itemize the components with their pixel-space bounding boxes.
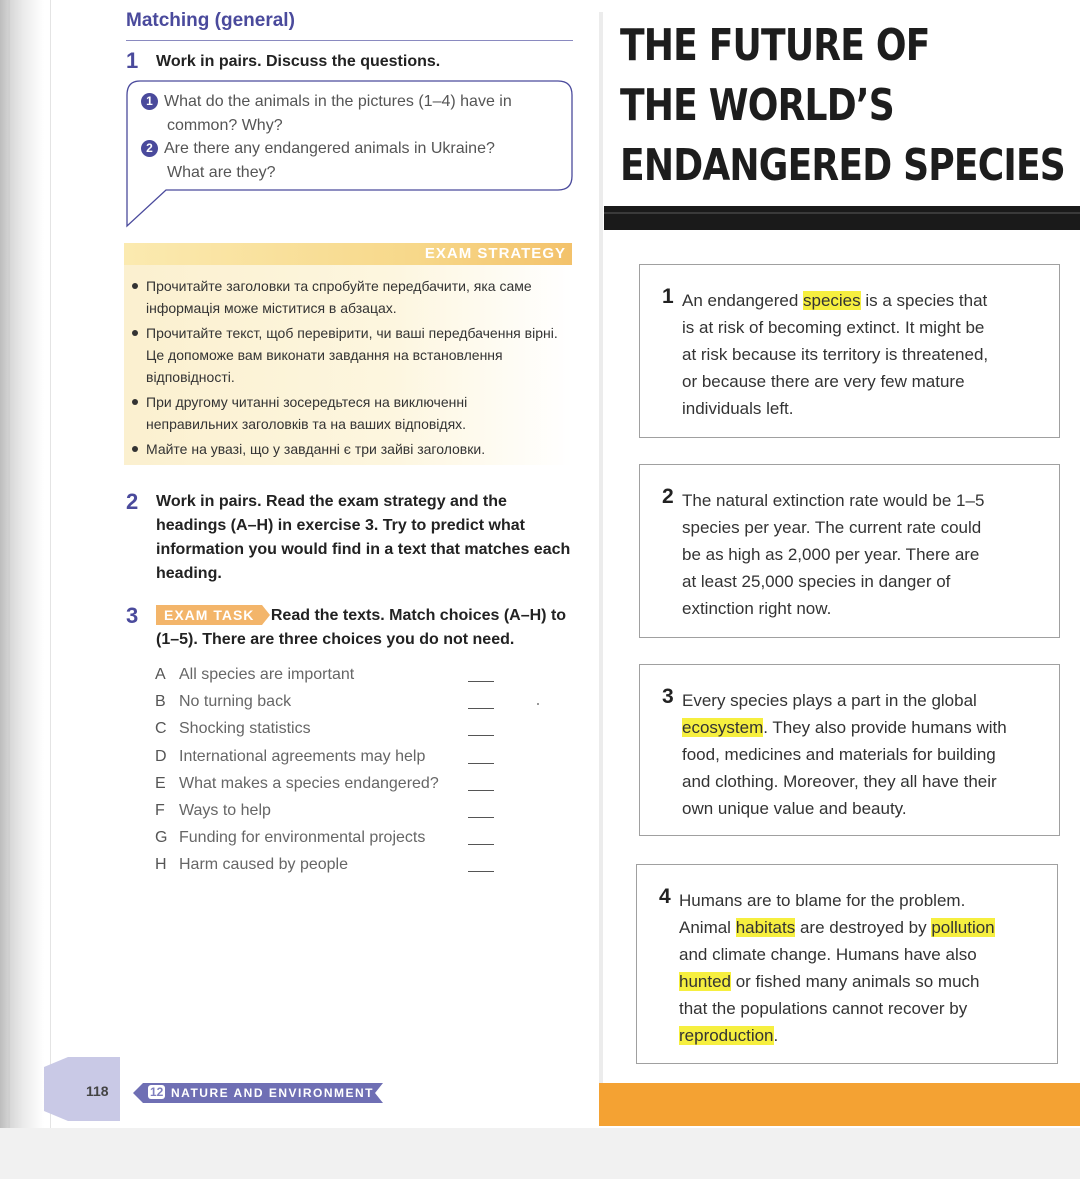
question-text: Are there any endangered animals in Ukraine? <box>164 140 495 157</box>
choice-item <box>155 663 505 690</box>
highlighted-word: hunted <box>679 972 731 991</box>
article-paragraph-box <box>636 864 1058 1064</box>
choice-letter: D <box>155 747 167 765</box>
choice-text: Funding for environmental projects <box>179 829 426 847</box>
text-segment: that the populations cannot recover by <box>679 999 968 1018</box>
strategy-item: Майте на увазі, що у завданні є три зайві заголовки. <box>132 438 562 460</box>
paragraph-line <box>682 395 988 422</box>
paragraph-line <box>682 741 1007 768</box>
paragraph-text <box>679 887 995 1049</box>
paragraph-line <box>679 941 995 968</box>
choice-text: International agreements may help <box>179 747 426 765</box>
page-number: 118 <box>86 1083 109 1099</box>
paragraph-line <box>682 687 1007 714</box>
text-segment: An endangered <box>682 291 803 310</box>
paragraph-line <box>682 487 984 514</box>
answer-blank[interactable] <box>468 681 494 682</box>
section-title: Matching (general) <box>126 10 295 31</box>
answer-blank[interactable] <box>468 844 494 845</box>
exercise-2 <box>126 490 576 586</box>
exercise-number: 1 <box>126 48 139 73</box>
text-segment: and climate change. Humans have also <box>679 945 977 964</box>
exercise-3 <box>126 604 576 652</box>
exercise-2-instruction: Work in pairs. Read the exam strategy and the headings (A–H) in exercise 3. Try to predict what information you would find in a text that matches each heading. <box>156 493 571 582</box>
choice-letter: H <box>155 856 167 874</box>
strategy-item: Прочитайте текст, щоб перевірити, чи ваші передбачення вірні. Це допоможе вам виконати завдання на встановлення відповідності. <box>132 322 562 388</box>
choice-item <box>155 853 505 880</box>
choice-letter: E <box>155 774 166 792</box>
choices-list <box>155 663 505 881</box>
answer-blank[interactable] <box>468 871 494 872</box>
choice-text: All species are important <box>179 666 355 683</box>
answer-blank[interactable] <box>468 735 494 736</box>
paragraph-line <box>679 968 995 995</box>
highlighted-word: reproduction <box>679 1026 774 1045</box>
paragraph-text <box>682 287 988 422</box>
exam-strategy-header <box>124 243 572 265</box>
paragraph-line <box>679 995 995 1022</box>
exam-task-badge: EXAM TASK <box>156 605 262 625</box>
question-text: common? Why? <box>167 117 283 134</box>
text-segment: food, medicines and materials for building <box>682 745 996 764</box>
article-headline-line: THE FUTURE OF <box>620 20 930 71</box>
paragraph-line <box>682 714 1007 741</box>
stray-mark <box>537 703 539 705</box>
question-text: What are they? <box>167 164 276 181</box>
text-segment: species per year. The current rate could <box>682 518 982 537</box>
choice-item <box>155 745 505 772</box>
article-paragraph-box <box>639 464 1060 638</box>
article-panel-edge <box>599 12 603 1126</box>
choice-text: What makes a species endangered? <box>179 774 439 792</box>
text-segment: at least 25,000 species in danger of <box>682 572 951 591</box>
highlighted-word: habitats <box>735 918 796 937</box>
text-segment: Animal <box>679 918 736 937</box>
text-segment: is at risk of becoming extinct. It might be <box>682 318 985 337</box>
paragraph-number: 2 <box>662 485 674 508</box>
article-paragraph-box <box>639 664 1060 836</box>
strategy-list <box>132 275 562 463</box>
question-text: What do the animals in the pictures (1–4) have in <box>164 93 512 110</box>
spine-line <box>8 0 10 1128</box>
paragraph-number: 3 <box>662 685 674 708</box>
exercise-number: 3 <box>126 603 139 628</box>
text-segment: Every species plays a part in the global <box>682 691 977 710</box>
headline-bar <box>604 206 1080 230</box>
choice-item <box>155 717 505 744</box>
strategy-item: При другому читанні зосередьтеся на виключенні неправильних заголовків та на ваших відповідях. <box>132 391 562 435</box>
choice-text: Shocking statistics <box>179 720 311 738</box>
paragraph-line <box>682 341 988 368</box>
answer-blank[interactable] <box>468 790 494 791</box>
paragraph-line <box>679 887 995 914</box>
paragraph-line <box>682 368 988 395</box>
choice-text: Harm caused by people <box>179 856 348 874</box>
strategy-item: Прочитайте заголовки та спробуйте передбачити, яка саме інформація може міститися в абзацах. <box>132 275 562 319</box>
paragraph-line <box>682 595 984 622</box>
choice-letter: A <box>155 666 166 683</box>
question-1 <box>141 90 541 138</box>
choice-item <box>155 826 505 853</box>
exercise-1 <box>126 48 440 74</box>
text-segment: or fished many animals so much <box>731 972 980 991</box>
text-segment: extinction right now. <box>682 599 832 618</box>
paragraph-line <box>682 795 1007 822</box>
highlighted-word: pollution <box>931 918 995 937</box>
paragraph-line <box>682 514 984 541</box>
paragraph-line <box>682 568 984 595</box>
paragraph-line <box>682 314 988 341</box>
answer-blank[interactable] <box>468 817 494 818</box>
text-segment: are destroyed by <box>795 918 932 937</box>
text-segment: and clothing. Moreover, they all have their <box>682 772 997 791</box>
choice-letter: B <box>155 693 166 711</box>
choice-item <box>155 772 505 799</box>
paragraph-line <box>679 914 995 941</box>
choice-text: Ways to help <box>179 801 271 819</box>
text-segment: is a species that <box>860 291 988 310</box>
exercise-number: 2 <box>126 489 139 514</box>
paragraph-line <box>682 287 988 314</box>
question-2 <box>141 137 541 185</box>
orange-footer-bar <box>599 1083 1080 1126</box>
question-number-badge: 1 <box>141 93 158 110</box>
text-segment: be as high as 2,000 per year. There are <box>682 545 980 564</box>
paragraph-text <box>682 487 984 622</box>
text-segment: at risk because its territory is threatened, <box>682 345 989 364</box>
choice-text: No turning back <box>179 693 292 711</box>
paragraph-number: 4 <box>659 885 671 908</box>
article-headline-line: ENDANGERED SPECIES <box>620 140 1065 191</box>
paragraph-text <box>682 687 1007 822</box>
text-segment: individuals left. <box>682 399 794 418</box>
exercise-3-instruction: Read the texts. Match choices (A–H) to (1–5). There are three choices you do not need. <box>156 607 567 648</box>
text-segment: or because there are very few mature <box>682 372 965 391</box>
text-segment: . They also provide humans with <box>763 718 1007 737</box>
choice-letter: C <box>155 720 167 738</box>
unit-number: 12 <box>150 1085 164 1099</box>
choice-letter: F <box>155 801 165 819</box>
exam-strategy-box <box>124 243 572 465</box>
highlighted-word: ecosystem <box>682 718 764 737</box>
answer-blank[interactable] <box>468 708 494 709</box>
text-segment: . <box>773 1026 779 1045</box>
choice-letter: G <box>155 829 168 847</box>
paragraph-line <box>682 768 1007 795</box>
paragraph-number: 1 <box>662 285 674 308</box>
choice-item <box>155 799 505 826</box>
answer-blank[interactable] <box>468 763 494 764</box>
section-divider <box>126 40 573 41</box>
book-spine-shadow <box>0 0 44 1128</box>
highlighted-word: species <box>803 291 861 310</box>
exercise-3-body <box>126 604 576 652</box>
text-segment: Humans are to blame for the problem. <box>679 891 966 910</box>
exercise-1-instruction: Work in pairs. Discuss the questions. <box>156 53 441 70</box>
choice-item <box>155 690 505 717</box>
question-number-badge: 2 <box>141 140 158 157</box>
exam-strategy-label: EXAM STRATEGY <box>424 245 566 262</box>
paragraph-line <box>679 1022 995 1049</box>
article-headline-line: THE WORLD’S <box>620 80 894 131</box>
spine-line <box>50 0 51 1128</box>
paragraph-line <box>682 541 984 568</box>
article-paragraph-box <box>639 264 1060 438</box>
text-segment: The natural extinction rate would be 1–5 <box>682 491 985 510</box>
text-segment: own unique value and beauty. <box>682 799 907 818</box>
unit-title: NATURE AND ENVIRONMENT <box>171 1086 374 1100</box>
